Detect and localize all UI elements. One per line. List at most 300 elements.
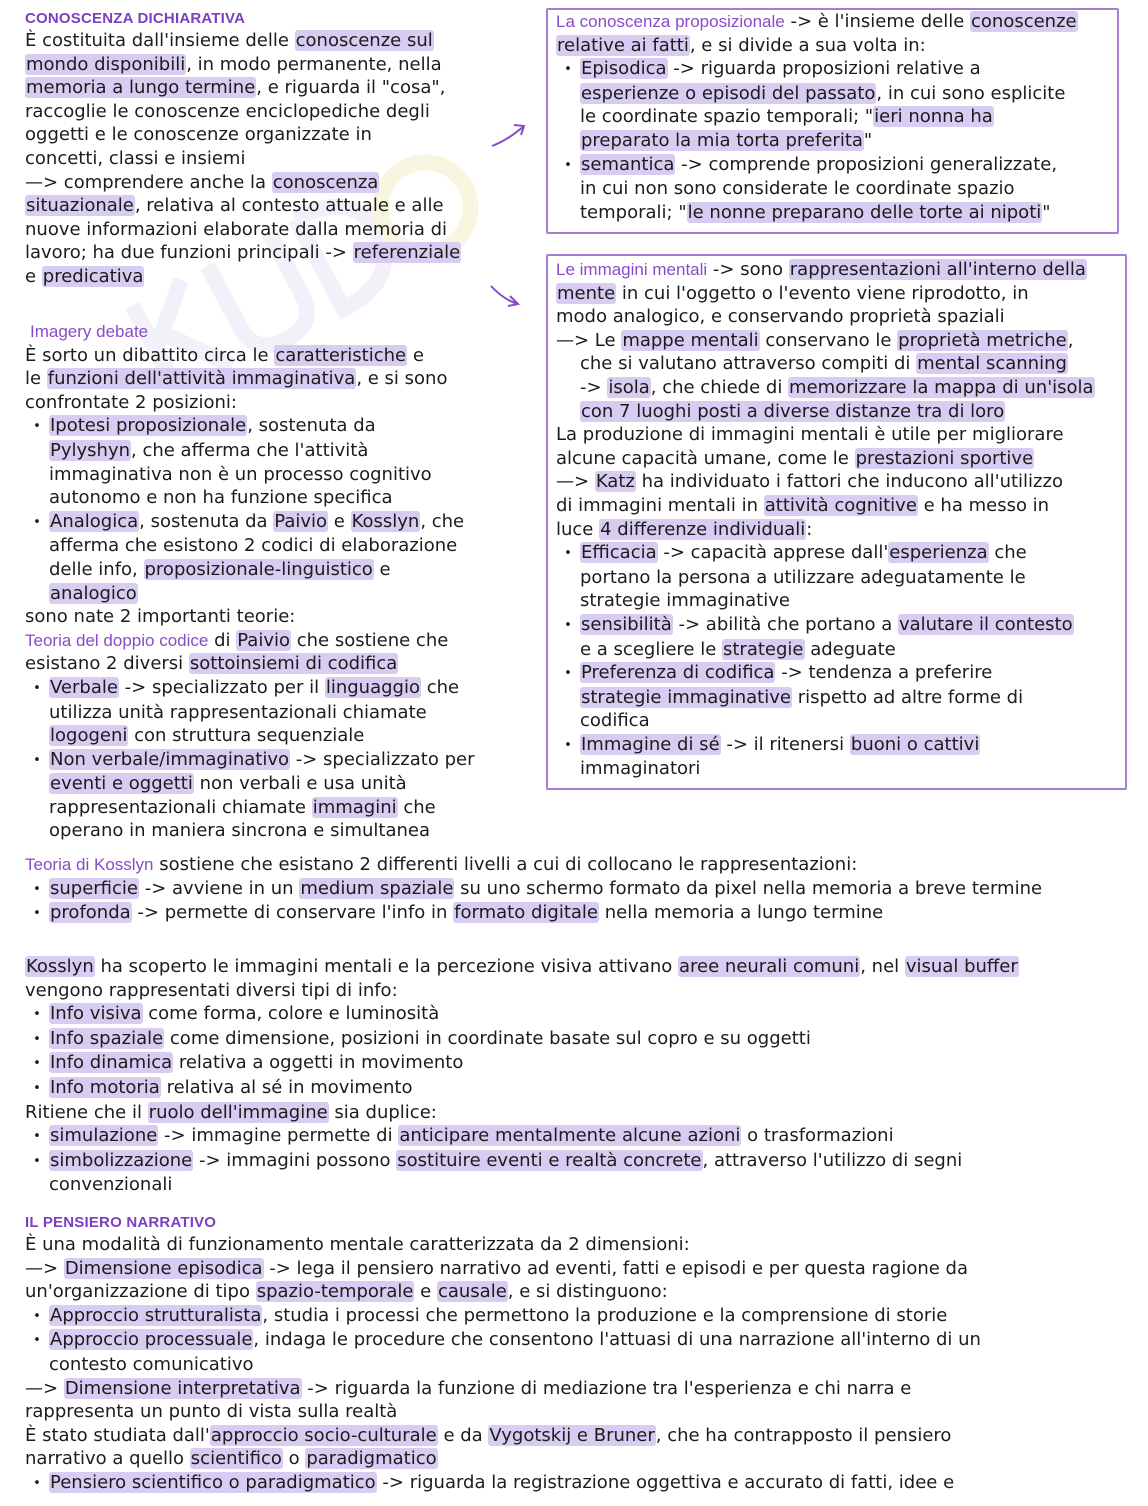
box2-text bbox=[556, 282, 1117, 781]
text: su uno schermo formato da pixel nella memoria a breve termine bbox=[454, 877, 1043, 899]
text: -> bbox=[580, 376, 608, 398]
text-line bbox=[25, 1280, 1135, 1304]
dichiarativa-text bbox=[25, 29, 515, 289]
box2-title-line: Le immagini mentali -> sono rappresentazioni all'interno della bbox=[556, 259, 1086, 280]
text: relativa a oggetti in movimento bbox=[173, 1052, 464, 1074]
text-line bbox=[25, 367, 525, 391]
highlighted-text: Approccio processuale bbox=[50, 1329, 253, 1351]
text: È una modalità di funzionamento mentale caratterizzata da 2 dimensioni: bbox=[25, 1234, 690, 1255]
kosslyn-theory-intro: Teoria di Kosslyn sostiene che esistano 2 differenti livelli a cui di collocano le rappresentazioni: bbox=[25, 854, 858, 875]
highlighted-text: situazionale bbox=[26, 195, 134, 217]
text: autonomo e non ha funzione specifica bbox=[49, 487, 393, 509]
text: o bbox=[282, 1448, 306, 1470]
text-line bbox=[25, 486, 525, 510]
text-line bbox=[25, 147, 515, 171]
highlighted-text: scientifico bbox=[190, 1448, 282, 1470]
text: oggetti e le conoscenze organizzate in bbox=[25, 124, 372, 146]
text-line bbox=[25, 100, 515, 124]
highlighted-text: memorizzare la mappa di un'isola bbox=[789, 376, 1094, 398]
text-line bbox=[25, 1353, 1135, 1377]
text: delle info, bbox=[49, 558, 144, 580]
arrow-to-box1-icon bbox=[490, 120, 530, 150]
text: " bbox=[863, 129, 873, 151]
section-pensiero-narrativo bbox=[25, 1213, 1135, 1496]
bullet-dot-icon: • bbox=[564, 62, 572, 78]
text-line bbox=[25, 605, 525, 629]
text-line bbox=[25, 53, 515, 77]
kosslyn-scoperta-text bbox=[25, 955, 1135, 1197]
section-imagery-debate bbox=[25, 320, 525, 843]
bullet-item bbox=[25, 1076, 1135, 1101]
bullet-dot-icon: • bbox=[33, 1031, 41, 1047]
text: operano in maniera sincrona e simultanea bbox=[49, 820, 430, 842]
highlighted-text: medium spaziale bbox=[300, 877, 454, 899]
highlighted-text: aree neurali comuni bbox=[679, 956, 860, 977]
text: alcune capacità umane, come le bbox=[556, 447, 855, 469]
highlighted-text: mente bbox=[557, 282, 616, 304]
text-line bbox=[556, 201, 1109, 225]
highlighted-text: predicativa bbox=[42, 265, 144, 287]
highlighted-text: Dimensione episodica bbox=[64, 1257, 263, 1279]
bullet-item bbox=[556, 541, 1117, 566]
text: -> riguarda la registrazione oggettiva e accurato di fatti, idee e bbox=[376, 1471, 955, 1493]
highlighted-text: approccio socio-culturale bbox=[210, 1424, 437, 1446]
text: immaginativa non è un processo cognitivo bbox=[49, 463, 432, 485]
highlighted-text: linguaggio bbox=[325, 676, 420, 698]
highlighted-text: causale bbox=[437, 1281, 507, 1303]
text: , indaga le procedure che consentono l'attuasi di una narrazione all'interno di un bbox=[253, 1329, 981, 1351]
highlighted-text: isola bbox=[608, 376, 650, 398]
bullet-dot-icon: • bbox=[33, 1475, 41, 1491]
highlighted-text: esperienze o episodi del passato bbox=[581, 82, 876, 104]
bullet-item bbox=[556, 613, 1117, 638]
text-line bbox=[25, 123, 515, 147]
text: le bbox=[25, 368, 47, 390]
text: , che bbox=[420, 510, 465, 532]
text: , nel bbox=[860, 956, 905, 977]
text-line bbox=[556, 282, 1117, 306]
text-line bbox=[556, 177, 1109, 201]
text: che si valutano attraverso compiti di bbox=[580, 353, 917, 375]
box-immagini-mentali bbox=[546, 254, 1127, 790]
text-line bbox=[556, 329, 1117, 353]
text: " bbox=[1042, 201, 1051, 223]
section-teoria-kosslyn bbox=[25, 853, 1135, 926]
text-line bbox=[25, 1101, 1135, 1125]
text-line bbox=[556, 305, 1117, 329]
dual-code-intro bbox=[25, 629, 525, 653]
highlighted-text: 4 differenze individuali bbox=[600, 518, 806, 540]
text: che bbox=[397, 796, 436, 818]
highlighted-text: formato digitale bbox=[454, 902, 598, 924]
text: che bbox=[420, 676, 460, 698]
highlighted-text: buoni o cattivi bbox=[850, 733, 980, 755]
text: La produzione di immagini mentali è utile per migliorare bbox=[556, 424, 1064, 446]
subheading-imagery-debate: Imagery debate bbox=[30, 322, 149, 341]
highlighted-text: strategie bbox=[723, 638, 804, 660]
text: e da bbox=[437, 1424, 489, 1446]
box1-title-line: La conoscenza proposizionale -> è l'insieme delle conoscenze bbox=[556, 11, 1077, 32]
text-line bbox=[556, 494, 1117, 518]
text-line bbox=[25, 724, 525, 748]
text-line bbox=[25, 344, 525, 368]
text-line bbox=[556, 423, 1117, 447]
text: nuove informazioni elaborate dalla memoria di bbox=[25, 218, 448, 240]
text: , e si sono bbox=[356, 368, 448, 390]
subheading-teoria-kosslyn: Teoria di Kosslyn bbox=[25, 855, 154, 874]
text: relativa al sé in movimento bbox=[160, 1076, 413, 1098]
text: utilizza unità rappresentazionali chiamate bbox=[49, 701, 427, 723]
bullet-dot-icon: • bbox=[33, 514, 41, 530]
text: —> Le bbox=[556, 329, 622, 351]
bullet-item bbox=[25, 1051, 1135, 1076]
text: -> immagine permette di bbox=[158, 1125, 399, 1147]
text: con struttura sequenziale bbox=[128, 725, 365, 747]
bullet-dot-icon: • bbox=[33, 1007, 41, 1023]
highlighted-text: Info spaziale bbox=[50, 1027, 164, 1049]
text: , in cui sono esplicite bbox=[876, 82, 1066, 104]
text: -> specializzato per bbox=[290, 748, 475, 770]
text: : bbox=[806, 518, 813, 540]
text: conservano le bbox=[759, 329, 898, 351]
bullet-dot-icon: • bbox=[564, 157, 572, 173]
text: , sostenuta da bbox=[139, 510, 274, 532]
highlighted-text: Info motoria bbox=[50, 1076, 160, 1098]
text-line bbox=[556, 709, 1117, 733]
text-line bbox=[556, 352, 1117, 376]
text-line bbox=[25, 1233, 1135, 1257]
highlighted-text: Immagine di sé bbox=[581, 733, 720, 755]
highlighted-text: Kosslyn bbox=[351, 510, 420, 532]
text: , e riguarda il "cosa", bbox=[256, 77, 446, 99]
bullet-dot-icon: • bbox=[33, 752, 41, 768]
highlighted-text: ruolo dell'immagine bbox=[148, 1101, 328, 1123]
subheading-doppio-codice: Teoria del doppio codice bbox=[25, 630, 209, 650]
kosslyn-theory-text bbox=[25, 877, 1135, 926]
text: e ha messo in bbox=[917, 494, 1050, 516]
text: confrontate 2 posizioni: bbox=[25, 391, 237, 413]
section-kosslyn-scoperta bbox=[25, 955, 1135, 1197]
text: -> permette di conservare l'info in bbox=[131, 902, 454, 924]
highlighted-text: esperienza bbox=[889, 542, 988, 564]
text: come dimensione, posizioni in coordinate basate sul copro e su oggetti bbox=[164, 1027, 811, 1049]
highlighted-text: relative ai fatti bbox=[557, 34, 689, 56]
text: in cui l'oggetto o l'evento viene riprodotto, in bbox=[616, 282, 1029, 304]
text-line bbox=[25, 218, 515, 242]
text-line bbox=[556, 447, 1117, 471]
text: , e si divide a sua volta in: bbox=[689, 34, 926, 56]
text-line bbox=[25, 1447, 1135, 1471]
text: -> il ritenersi bbox=[720, 733, 850, 755]
highlighted-text: ieri nonna ha bbox=[874, 106, 993, 128]
bullet-item bbox=[25, 1304, 1135, 1329]
highlighted-text: semantica bbox=[581, 153, 675, 175]
text: , che ha contrapposto il pensiero bbox=[655, 1424, 952, 1446]
pensiero-narrativo-text bbox=[25, 1233, 1135, 1496]
text-line bbox=[556, 129, 1109, 153]
text: luce bbox=[556, 518, 600, 540]
text: un'organizzazione di tipo bbox=[25, 1281, 256, 1303]
bullet-item bbox=[556, 733, 1117, 758]
text: , relativa al contesto attuale e alle bbox=[134, 195, 444, 217]
text: immaginatori bbox=[580, 758, 701, 780]
text-line bbox=[556, 470, 1117, 494]
text: sia duplice: bbox=[328, 1101, 437, 1123]
box-conoscenza-proposizionale bbox=[546, 8, 1119, 234]
highlighted-text: Analogica bbox=[50, 510, 139, 532]
text: sono nate 2 importanti teorie: bbox=[25, 606, 296, 628]
arrow-to-box2-icon bbox=[488, 282, 524, 310]
text-line bbox=[556, 105, 1109, 129]
text-line bbox=[25, 819, 525, 843]
highlighted-text: Ipotesi proposizionale bbox=[50, 415, 247, 437]
text: , che afferma che l'attività bbox=[131, 439, 369, 461]
bullet-dot-icon: • bbox=[564, 617, 572, 633]
highlighted-text: superficie bbox=[50, 877, 138, 899]
text-line bbox=[25, 534, 525, 558]
text-line bbox=[556, 566, 1117, 590]
bullet-item bbox=[556, 153, 1109, 178]
highlighted-text: Info visiva bbox=[50, 1003, 142, 1025]
text: rappresenta un punto di vista sulla realtà bbox=[25, 1401, 398, 1423]
text: —> bbox=[556, 471, 595, 493]
highlighted-text: anticipare mentalmente alcune azioni bbox=[399, 1125, 741, 1147]
text: È costituita dall'insieme delle bbox=[25, 30, 295, 51]
text-line bbox=[25, 194, 515, 218]
text: —> comprendere anche la bbox=[25, 171, 272, 193]
highlighted-text: mappe mentali bbox=[622, 329, 759, 351]
text: , attraverso l'utilizzo di segni bbox=[702, 1149, 963, 1171]
highlighted-text: Pensiero scientifico o paradigmatico bbox=[50, 1471, 376, 1493]
text: convenzionali bbox=[49, 1174, 173, 1196]
text: lavoro; ha due funzioni principali -> bbox=[25, 242, 353, 264]
text: -> riguarda proposizioni relative a bbox=[667, 58, 981, 80]
box2-title: Le immagini mentali bbox=[556, 260, 708, 279]
highlighted-text: Preferenza di codifica bbox=[581, 662, 775, 684]
text-line bbox=[556, 589, 1117, 613]
highlighted-text: spazio-temporale bbox=[256, 1281, 414, 1303]
highlighted-text: eventi e oggetti bbox=[50, 773, 193, 795]
highlighted-text: Dimensione interpretativa bbox=[64, 1377, 301, 1399]
bullet-item bbox=[25, 877, 1135, 902]
text: , che chiede di bbox=[650, 376, 789, 398]
text-line bbox=[556, 686, 1117, 710]
text: codifica bbox=[580, 710, 650, 732]
highlighted-text: Non verbale/immaginativo bbox=[50, 748, 290, 770]
text: raccoglie le conoscenze enciclopediche degli bbox=[25, 100, 430, 122]
text: È stato studiata dall' bbox=[25, 1424, 210, 1446]
highlighted-text: Approccio strutturalista bbox=[50, 1304, 262, 1326]
text: e bbox=[407, 344, 424, 366]
highlighted-text: Pylyshyn bbox=[50, 439, 131, 461]
text: -> comprende proposizioni generalizzate, bbox=[675, 153, 1058, 175]
highlighted-text: caratteristiche bbox=[275, 344, 407, 366]
text-line bbox=[25, 772, 525, 796]
bullet-item bbox=[25, 676, 525, 701]
highlighted-text: memoria a lungo termine bbox=[26, 77, 256, 99]
text: , studia i processi che permettono la produzione e la comprensione di storie bbox=[262, 1304, 948, 1326]
highlighted-text: mental scanning bbox=[917, 353, 1067, 375]
text: nella memoria a lungo termine bbox=[598, 902, 884, 924]
highlighted-text: strategie immaginative bbox=[581, 686, 791, 708]
highlighted-text: Efficacia bbox=[581, 542, 657, 564]
highlighted-text: sottoinsiemi di codifica bbox=[189, 653, 398, 675]
box1-text bbox=[556, 34, 1109, 225]
text: o trasformazioni bbox=[741, 1125, 894, 1147]
text: di immagini mentali in bbox=[556, 494, 764, 516]
highlighted-text: Episodica bbox=[581, 58, 667, 80]
text-line bbox=[25, 652, 525, 676]
text-line bbox=[25, 76, 515, 100]
text: —> bbox=[25, 1257, 64, 1279]
bullet-item bbox=[25, 1328, 1135, 1353]
bullet-dot-icon: • bbox=[33, 1056, 41, 1072]
highlighted-text: attività cognitive bbox=[764, 494, 917, 516]
heading-pensiero-narrativo: IL PENSIERO NARRATIVO bbox=[25, 1214, 217, 1231]
bullet-dot-icon: • bbox=[33, 881, 41, 897]
text-line bbox=[25, 701, 525, 725]
text-line bbox=[556, 518, 1117, 542]
text-line bbox=[25, 29, 515, 53]
text: e bbox=[328, 510, 351, 532]
text: , e si distinguono: bbox=[507, 1281, 668, 1303]
text-line bbox=[25, 391, 525, 415]
text: , bbox=[1067, 329, 1074, 351]
highlighted-text: preparato la mia torta preferita bbox=[581, 129, 863, 151]
highlighted-text: proprietà metriche bbox=[898, 329, 1067, 351]
text: -> lega il pensiero narrativo ad eventi, fatti e episodi e per questa ragione da bbox=[263, 1257, 969, 1279]
bullet-item bbox=[25, 1471, 1135, 1496]
section-conoscenza-dichiarativa bbox=[25, 9, 515, 289]
bullet-dot-icon: • bbox=[33, 1153, 41, 1169]
bullet-dot-icon: • bbox=[33, 906, 41, 922]
text-line bbox=[25, 1424, 1135, 1448]
text: portano la persona a utilizzare adeguatamente le bbox=[580, 566, 1026, 588]
text: -> specializzato per il bbox=[118, 676, 325, 698]
highlighted-text: proposizionale-linguistico bbox=[144, 558, 373, 580]
text-line bbox=[25, 582, 525, 606]
bullet-dot-icon: • bbox=[33, 680, 41, 696]
text: in cui non sono considerate le coordinate spazio bbox=[580, 178, 1015, 200]
highlighted-text: Paivio bbox=[274, 510, 328, 532]
dual-code-text bbox=[25, 652, 525, 843]
text: -> abilità che portano a bbox=[672, 613, 898, 635]
text: , sostenuta da bbox=[247, 415, 376, 437]
bullet-item bbox=[25, 1027, 1135, 1052]
bullet-item bbox=[25, 1149, 1135, 1174]
text: e a scegliere le bbox=[580, 638, 722, 660]
highlighted-text: visual buffer bbox=[905, 956, 1018, 977]
text: —> bbox=[25, 1377, 64, 1399]
text: come forma, colore e luminosità bbox=[142, 1003, 440, 1025]
text-line bbox=[25, 979, 1135, 1003]
text: -> riguarda la funzione di mediazione tra l'esperienza e chi narra e bbox=[301, 1377, 912, 1399]
text: , in modo permanente, nella bbox=[186, 53, 442, 75]
text: -> tendenza a preferire bbox=[775, 662, 993, 684]
text: narrativo a quello bbox=[25, 1448, 190, 1470]
highlighted-text: simulazione bbox=[50, 1125, 158, 1147]
text: concetti, classi e insiemi bbox=[25, 147, 246, 169]
text: temporali; " bbox=[580, 201, 687, 223]
text: non verbali e usa unità bbox=[193, 773, 407, 795]
highlighted-text: referenziale bbox=[353, 242, 461, 264]
bullet-item bbox=[25, 1124, 1135, 1149]
highlighted-text: funzioni dell'attività immaginativa bbox=[47, 368, 356, 390]
bullet-dot-icon: • bbox=[33, 419, 41, 435]
text-line bbox=[25, 241, 515, 265]
highlighted-text: logogeni bbox=[50, 725, 128, 747]
bullet-dot-icon: • bbox=[564, 737, 572, 753]
text: contesto comunicativo bbox=[49, 1353, 254, 1375]
highlighted-text: profonda bbox=[50, 902, 131, 924]
text: e bbox=[373, 558, 391, 580]
text-line bbox=[25, 1377, 1135, 1401]
bullet-item bbox=[25, 748, 525, 773]
highlighted-text: prestazioni sportive bbox=[855, 447, 1034, 469]
highlighted-text: conoscenza bbox=[272, 171, 379, 193]
text: ha scoperto le immagini mentali e la percezione visiva attivano bbox=[94, 956, 678, 977]
text-line bbox=[25, 1257, 1135, 1281]
bullet-item bbox=[25, 414, 525, 439]
bullet-item bbox=[556, 57, 1109, 82]
highlighted-text: paradigmatico bbox=[306, 1448, 437, 1470]
text-line bbox=[556, 757, 1117, 781]
text: modo analogico, e conservando proprietà spaziali bbox=[556, 306, 1005, 328]
text-line bbox=[25, 1400, 1135, 1424]
text: esistano 2 diversi bbox=[25, 653, 189, 675]
highlighted-text: Verbale bbox=[50, 676, 118, 698]
highlighted-text: con 7 luoghi posti a diverse distanze tra di loro bbox=[581, 400, 1005, 422]
bullet-dot-icon: • bbox=[564, 666, 572, 682]
text-line bbox=[25, 955, 1135, 979]
highlighted-text: immagini bbox=[312, 796, 397, 818]
highlighted-text: analogico bbox=[50, 582, 137, 604]
text: adeguate bbox=[804, 638, 896, 660]
bullet-dot-icon: • bbox=[33, 1129, 41, 1145]
text: ha individuato i fattori che inducono all'utilizzo bbox=[635, 471, 1063, 493]
text-line bbox=[556, 376, 1117, 400]
dual-code-intro-text: di Paivio che sostiene che bbox=[214, 629, 449, 651]
text-line bbox=[556, 638, 1117, 662]
text-line bbox=[556, 82, 1109, 106]
text-line bbox=[25, 171, 515, 195]
text: che bbox=[988, 542, 1027, 564]
text-line bbox=[25, 265, 515, 289]
text: vengono rappresentati diversi tipi di info: bbox=[25, 979, 398, 1001]
text: le coordinate spazio temporali; " bbox=[580, 106, 874, 128]
bullet-dot-icon: • bbox=[33, 1080, 41, 1096]
highlighted-text: Katz bbox=[595, 471, 635, 493]
text-line bbox=[25, 463, 525, 487]
highlighted-text: valutare il contesto bbox=[898, 613, 1073, 635]
imagery-debate-text bbox=[25, 344, 525, 629]
text-line bbox=[556, 400, 1117, 424]
text: strategie immaginative bbox=[580, 590, 790, 612]
text-line bbox=[25, 796, 525, 820]
highlighted-text: simbolizzazione bbox=[50, 1149, 193, 1171]
highlighted-text: Kosslyn bbox=[26, 956, 94, 977]
text-line bbox=[25, 1173, 1135, 1197]
text: -> capacità apprese dall' bbox=[657, 542, 889, 564]
box1-title: La conoscenza proposizionale bbox=[556, 12, 785, 31]
text: Ritiene che il bbox=[25, 1101, 148, 1123]
highlighted-text: conoscenze sul bbox=[295, 30, 433, 51]
bullet-item bbox=[556, 661, 1117, 686]
text-line bbox=[25, 558, 525, 582]
bullet-item bbox=[25, 510, 525, 535]
text: -> immagini possono bbox=[193, 1149, 397, 1171]
highlighted-text: Info dinamica bbox=[50, 1052, 173, 1074]
